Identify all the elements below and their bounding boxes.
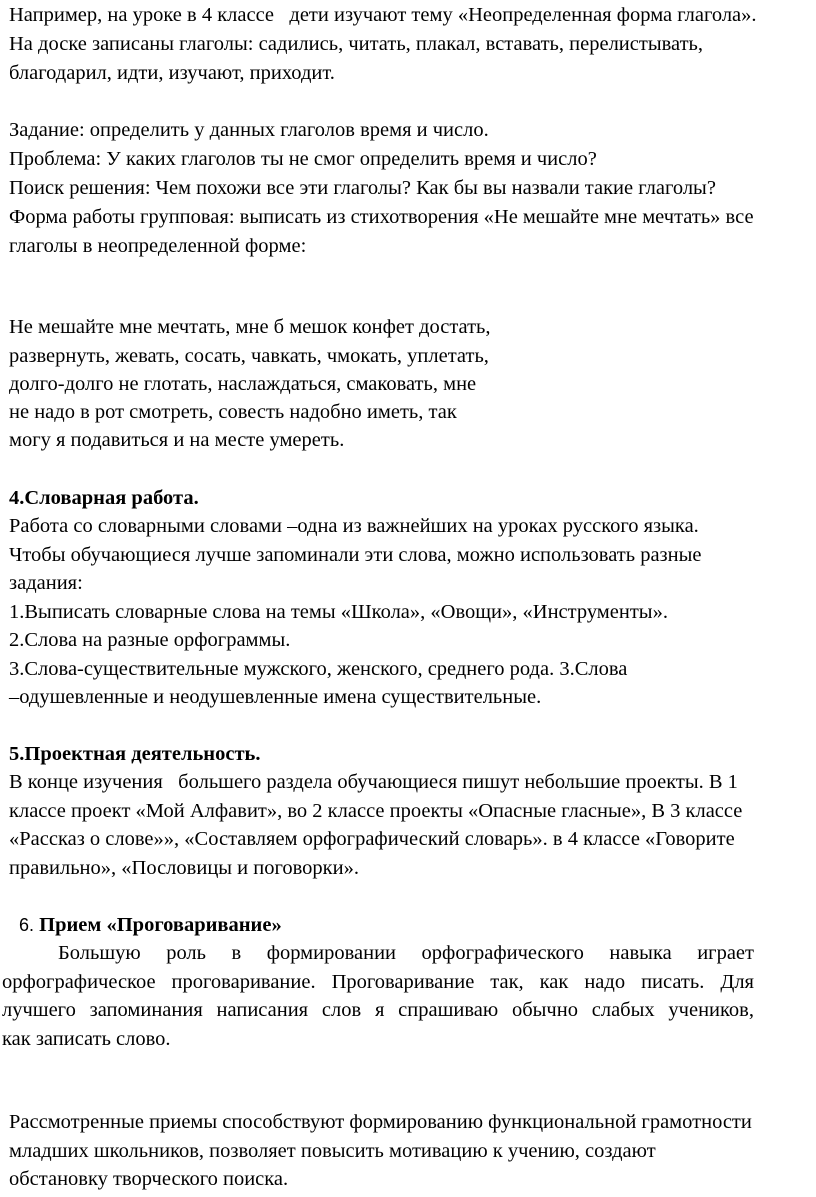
poem-line-1: Не мешайте мне мечтать, мне б мешок конфет достать, bbox=[9, 316, 491, 338]
task-line-1: Задание: определить у данных глаголов время и число. bbox=[9, 119, 489, 141]
task-line-5: глаголы в неопределенной форме: bbox=[9, 235, 307, 257]
section-6-line-4: как записать слово. bbox=[2, 1028, 171, 1050]
intro-line-3: благодарил, идти, изучают, приходит. bbox=[9, 62, 335, 84]
section-4-line-4: 1.Выписать словарные слова на темы «Школа», «Овощи», «Инструменты». bbox=[9, 601, 668, 623]
section-4-line-6: 3.Слова-существительные мужского, женского, среднего рода. 3.Слова bbox=[9, 658, 628, 680]
conclusion-line-1: Рассмотренные приемы способствуют формированию функциональной грамотности bbox=[9, 1111, 752, 1133]
section-6-line-1: Большую роль в формировании орфографического навыка играет bbox=[58, 942, 754, 964]
task-line-2: Проблема: У каких глаголов ты не смог определить время и число? bbox=[9, 148, 597, 170]
section-4-line-1: Работа со словарными словами –одна из важнейших на уроках русского языка. bbox=[9, 515, 699, 537]
section-6-heading: Прием «Проговаривание» bbox=[39, 914, 282, 936]
conclusion-line-2: младших школьников, позволяет повысить мотивацию к учению, создают bbox=[9, 1140, 656, 1162]
section-4-line-7: –одушевленные и неодушевленные имена существительные. bbox=[9, 686, 542, 708]
section-6-line-2: орфографическое проговаривание. Проговаривание так, как надо писать. Для bbox=[2, 971, 754, 993]
conclusion-line-3: обстановку творческого поиска. bbox=[9, 1168, 289, 1190]
task-line-3: Поиск решения: Чем похожи все эти глаголы? Как бы вы назвали такие глаголы? bbox=[9, 177, 716, 199]
section-5-heading: 5.Проектная деятельность. bbox=[9, 743, 261, 765]
intro-line-2: На доске записаны глаголы: садились, читать, плакал, вставать, перелистывать, bbox=[9, 33, 704, 55]
section-6-heading-row bbox=[19, 911, 282, 939]
section-5-line-4: правильно», «Пословицы и поговорки». bbox=[9, 857, 359, 879]
section-5-line-3: «Рассказ о слове»», «Составляем орфографический словарь». в 4 классе «Говорите bbox=[9, 828, 735, 850]
section-6-number: 6. bbox=[19, 915, 35, 935]
task-line-4: Форма работы групповая: выписать из стихотворения «Не мешайте мне мечтать» все bbox=[9, 206, 754, 228]
poem-line-5: могу я подавиться и на месте умереть. bbox=[9, 429, 345, 451]
section-6-line-3: лучшего запоминания написания слов я спрашиваю обычно слабых учеников, bbox=[2, 999, 754, 1021]
poem-line-2: развернуть, жевать, сосать, чавкать, чмокать, уплетать, bbox=[9, 345, 489, 367]
section-4-line-2: Чтобы обучающиеся лучше запоминали эти слова, можно использовать разные bbox=[9, 544, 702, 566]
section-4-heading: 4.Словарная работа. bbox=[9, 487, 199, 509]
intro-line-1: Например, на уроке в 4 классе дети изучают тему «Неопределенная форма глагола». bbox=[9, 4, 757, 26]
poem-line-4: не надо в рот смотреть, совесть надобно иметь, так bbox=[9, 401, 457, 423]
section-5-line-2: классе проект «Мой Алфавит», во 2 классе проекты «Опасные гласные», В 3 классе bbox=[9, 800, 743, 822]
section-4-line-5: 2.Слова на разные орфограммы. bbox=[9, 629, 291, 651]
poem-line-3: долго-долго не глотать, наслаждаться, смаковать, мне bbox=[9, 373, 477, 395]
section-5-line-1: В конце изучения большего раздела обучающиеся пишут небольшие проекты. В 1 bbox=[9, 771, 738, 793]
section-4-line-3: задания: bbox=[9, 572, 83, 594]
